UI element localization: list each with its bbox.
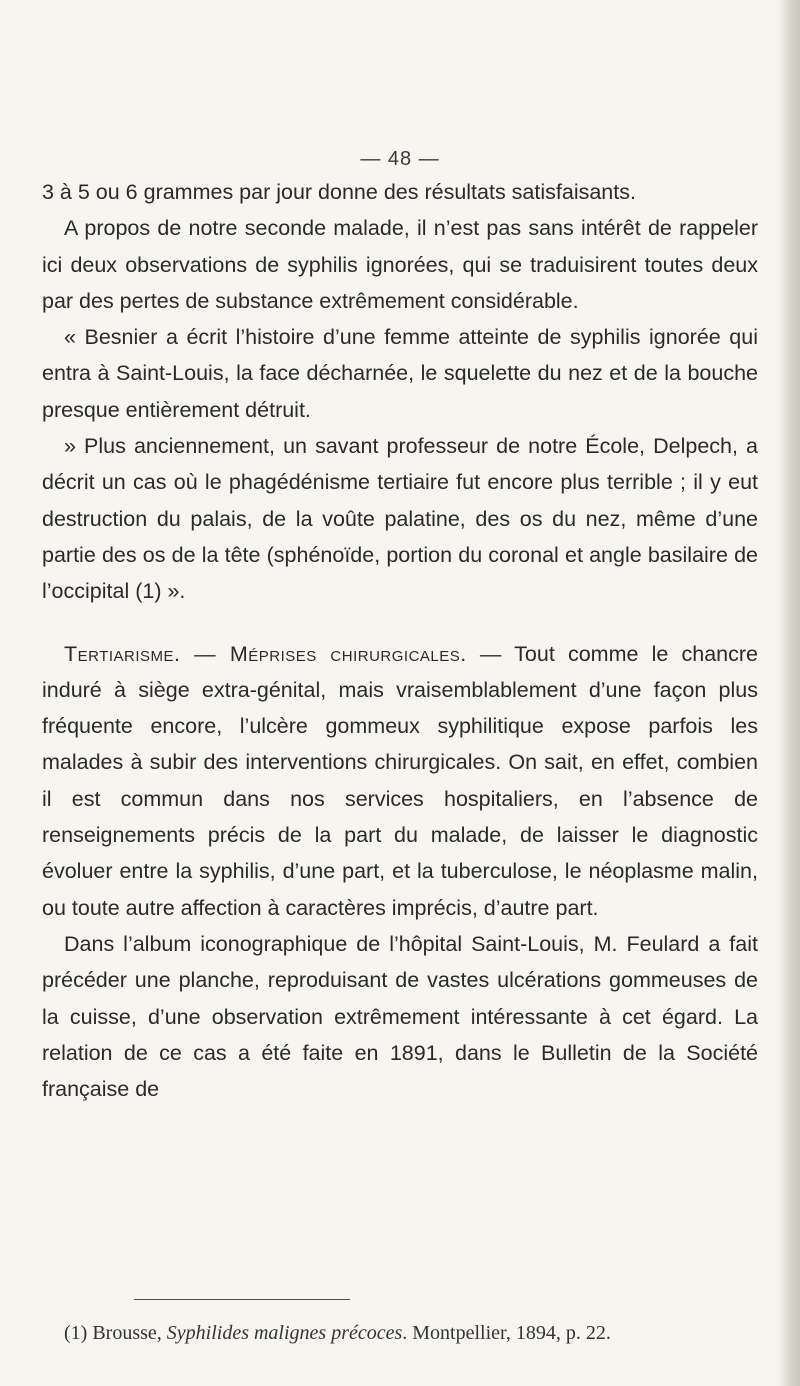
paragraph-5-body: — Tout comme le chancre induré à siège extra-génital, mais vraisemblablement d’une façon plus fréquente encore, l’ulcère gommeux syphilitique expose parfois les malades à subir des interventions chirurgicales. On sait, en effet, combien il est commun dans nos services hospitaliers, en l’absence de renseignements précis de la part du malade, de laisser le diagnostic évoluer entre la syphilis, d’une part, et la tuberculose, le néoplasme malin, ou toute autre affection à caractères imprécis, d’autre part.: [42, 641, 758, 920]
paragraph-2: A propos de notre seconde malade, il n’est pas sans intérêt de rappeler ici deux observations de syphilis ignorées, qui se traduisirent toutes deux par des pertes de substance extrêmement considérable.: [42, 216, 758, 313]
section-heading: Tertiarisme. — Méprises chirurgicales.: [64, 641, 467, 666]
paragraph-6: Dans l’album iconographique de l’hôpital Saint-Louis, M. Feulard a fait précéder une planche, reproduisant de vastes ulcérations gommeuses de la cuisse, d’une observation extrêmement intéressante à cet égard. La relation de ce cas a été faite en 1891, dans le Bulletin de la Société française de: [42, 931, 758, 1102]
page-edge-shadow: [778, 0, 800, 1386]
footnote-marker: (1) Brousse,: [64, 1322, 167, 1344]
footnote-title: Syphilides malignes précoces: [166, 1322, 403, 1344]
page-number: — 48 —: [360, 148, 440, 170]
footnote-rest: . Montpellier, 1894, p. 22.: [402, 1322, 611, 1344]
body-text: [42, 174, 758, 1107]
paragraph-3: « Besnier a écrit l’histoire d’une femme atteinte de syphilis ignorée qui entra à Saint-Louis, la face décharnée, le squelette du nez et de la bouche presque entièrement détruit.: [42, 325, 758, 422]
paragraph-5: [42, 636, 758, 926]
paragraph-1: 3 à 5 ou 6 grammes par jour donne des résultats satisfaisants.: [42, 180, 636, 204]
paragraph-4: » Plus anciennement, un savant professeur de notre École, Delpech, a décrit un cas où le phagédénisme tertiaire fut encore plus terrible ; il y eut destruction du palais, de la voûte palatine, des os du nez, même d’une partie des os de la tête (sphénoïde, portion du coronal et angle basilaire de l’occipital (1) ».: [42, 434, 758, 604]
footnote: [42, 1319, 758, 1347]
footnote-divider: [134, 1299, 350, 1300]
